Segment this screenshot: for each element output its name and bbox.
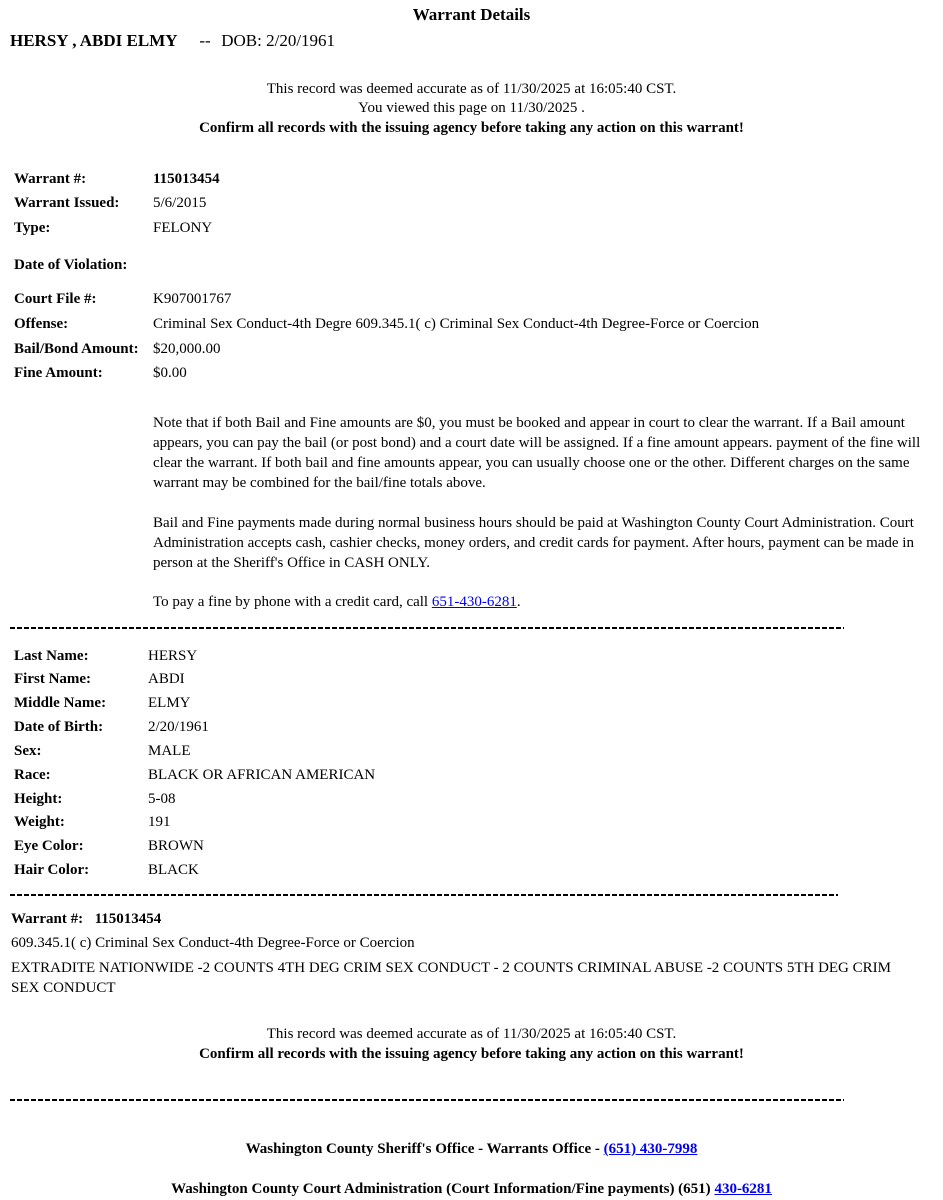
page-title: Warrant Details xyxy=(412,5,531,24)
offense-label: Offense: xyxy=(14,316,69,332)
sheriff-contact-text: Washington County Sheriff's Office - Warrants Office - xyxy=(245,1141,600,1157)
subject-header xyxy=(10,31,335,50)
subject-separator: -- xyxy=(199,31,211,50)
date-of-birth-label: Date of Birth: xyxy=(14,719,104,735)
warrant-type: FELONY xyxy=(153,220,213,236)
record-confirm-notice: Confirm all records with the issuing agency before taking any action on this warrant! xyxy=(199,120,744,136)
court-phone-link[interactable]: 430-6281 xyxy=(714,1181,772,1197)
footer-accuracy-notice: This record was deemed accurate as of 11/30/2025 at 16:05:40 CST. xyxy=(266,1026,677,1042)
divider xyxy=(10,627,844,629)
hair-color: BLACK xyxy=(148,862,199,878)
eye-color: BROWN xyxy=(148,838,204,854)
weight-label: Weight: xyxy=(14,814,65,830)
warrant-type-label: Type: xyxy=(14,220,51,236)
sheriff-contact xyxy=(0,1140,943,1159)
summary-warrant-header xyxy=(11,910,161,929)
payment-note: Bail and Fine payments made during normal business hours should be paid at Washington County Court Administration. Court Administration accepts cash, cashier checks, money orders, and credit cards for payment. After hours, payment can be made in person at the Sheriff's Office in CASH ONLY. xyxy=(153,515,914,571)
weight: 191 xyxy=(148,814,171,830)
date-of-violation-label: Date of Violation: xyxy=(14,257,128,273)
middle-name-label: Middle Name: xyxy=(14,695,107,711)
sex: MALE xyxy=(148,743,191,759)
subject-dob: 2/20/1961 xyxy=(266,31,336,50)
warrant-issued-label: Warrant Issued: xyxy=(14,195,120,211)
warrant-issued: 5/6/2015 xyxy=(153,195,207,211)
divider xyxy=(10,1099,844,1101)
phone-payment-suffix: . xyxy=(516,594,521,610)
date-of-birth: 2/20/1961 xyxy=(148,719,209,735)
record-accuracy-notice: This record was deemed accurate as of 11/30/2025 at 16:05:40 CST. xyxy=(266,81,677,97)
race-label: Race: xyxy=(14,767,51,783)
last-name: HERSY xyxy=(148,648,198,664)
sheriff-phone-link[interactable]: (651) 430-7998 xyxy=(603,1141,698,1157)
last-name-label: Last Name: xyxy=(14,648,89,664)
fine-phone-link[interactable]: 651-430-6281 xyxy=(431,594,517,610)
summary-warrant-label: Warrant #: xyxy=(11,911,84,927)
court-contact-text: Washington County Court Administration (Court Information/Fine payments) (651) xyxy=(171,1181,711,1197)
summary-statute: 609.345.1( c) Criminal Sex Conduct-4th Degree-Force or Coercion xyxy=(11,935,415,951)
middle-name: ELMY xyxy=(148,695,191,711)
summary-warrant-number: 115013454 xyxy=(94,911,162,927)
first-name: ABDI xyxy=(148,671,185,687)
height: 5-08 xyxy=(148,791,176,807)
subject-name: HERSY , ABDI ELMY xyxy=(10,31,177,50)
warrant-number: 115013454 xyxy=(153,171,220,187)
hair-color-label: Hair Color: xyxy=(14,862,90,878)
bail-fine-note: Note that if both Bail and Fine amounts are $0, you must be booked and appear in court to clear the warrant. If a Bail amount appears, you can pay the bail (or post bond) and a court date will be assigned. If a fine amount appears. payment of the fine will clear the warrant. If both bail and fine amounts appear, you can usually choose one or the other. Different charges on the same warrant may be combined for the bail/fine totals above. xyxy=(153,415,921,491)
bail-amount-label: Bail/Bond Amount: xyxy=(14,341,139,357)
sex-label: Sex: xyxy=(14,743,42,759)
fine-amount: $0.00 xyxy=(153,365,187,381)
phone-payment-text: To pay a fine by phone with a credit card, call xyxy=(153,594,429,610)
warrant-number-label: Warrant #: xyxy=(14,171,87,187)
record-viewed-notice: You viewed this page on 11/30/2025 . xyxy=(358,100,585,116)
court-file: K907001767 xyxy=(153,291,232,307)
offense: Criminal Sex Conduct-4th Degre 609.345.1( c) Criminal Sex Conduct-4th Degree-Force or Coercion xyxy=(153,316,760,332)
summary-remarks: EXTRADITE NATIONWIDE -2 COUNTS 4TH DEG CRIM SEX CONDUCT - 2 COUNTS CRIMINAL ABUSE -2 COUNTS 5TH DEG CRIM SEX CONDUCT xyxy=(11,960,891,996)
court-file-label: Court File #: xyxy=(14,291,97,307)
subject-dob-label: DOB: xyxy=(221,31,262,50)
race: BLACK OR AFRICAN AMERICAN xyxy=(148,767,376,783)
first-name-label: First Name: xyxy=(14,671,92,687)
fine-amount-label: Fine Amount: xyxy=(14,365,103,381)
height-label: Height: xyxy=(14,791,63,807)
phone-payment-note xyxy=(153,592,931,612)
footer-confirm-notice: Confirm all records with the issuing agency before taking any action on this warrant! xyxy=(199,1046,744,1062)
bail-amount: $20,000.00 xyxy=(153,341,221,357)
court-contact xyxy=(0,1180,943,1199)
divider xyxy=(10,894,838,896)
eye-color-label: Eye Color: xyxy=(14,838,84,854)
